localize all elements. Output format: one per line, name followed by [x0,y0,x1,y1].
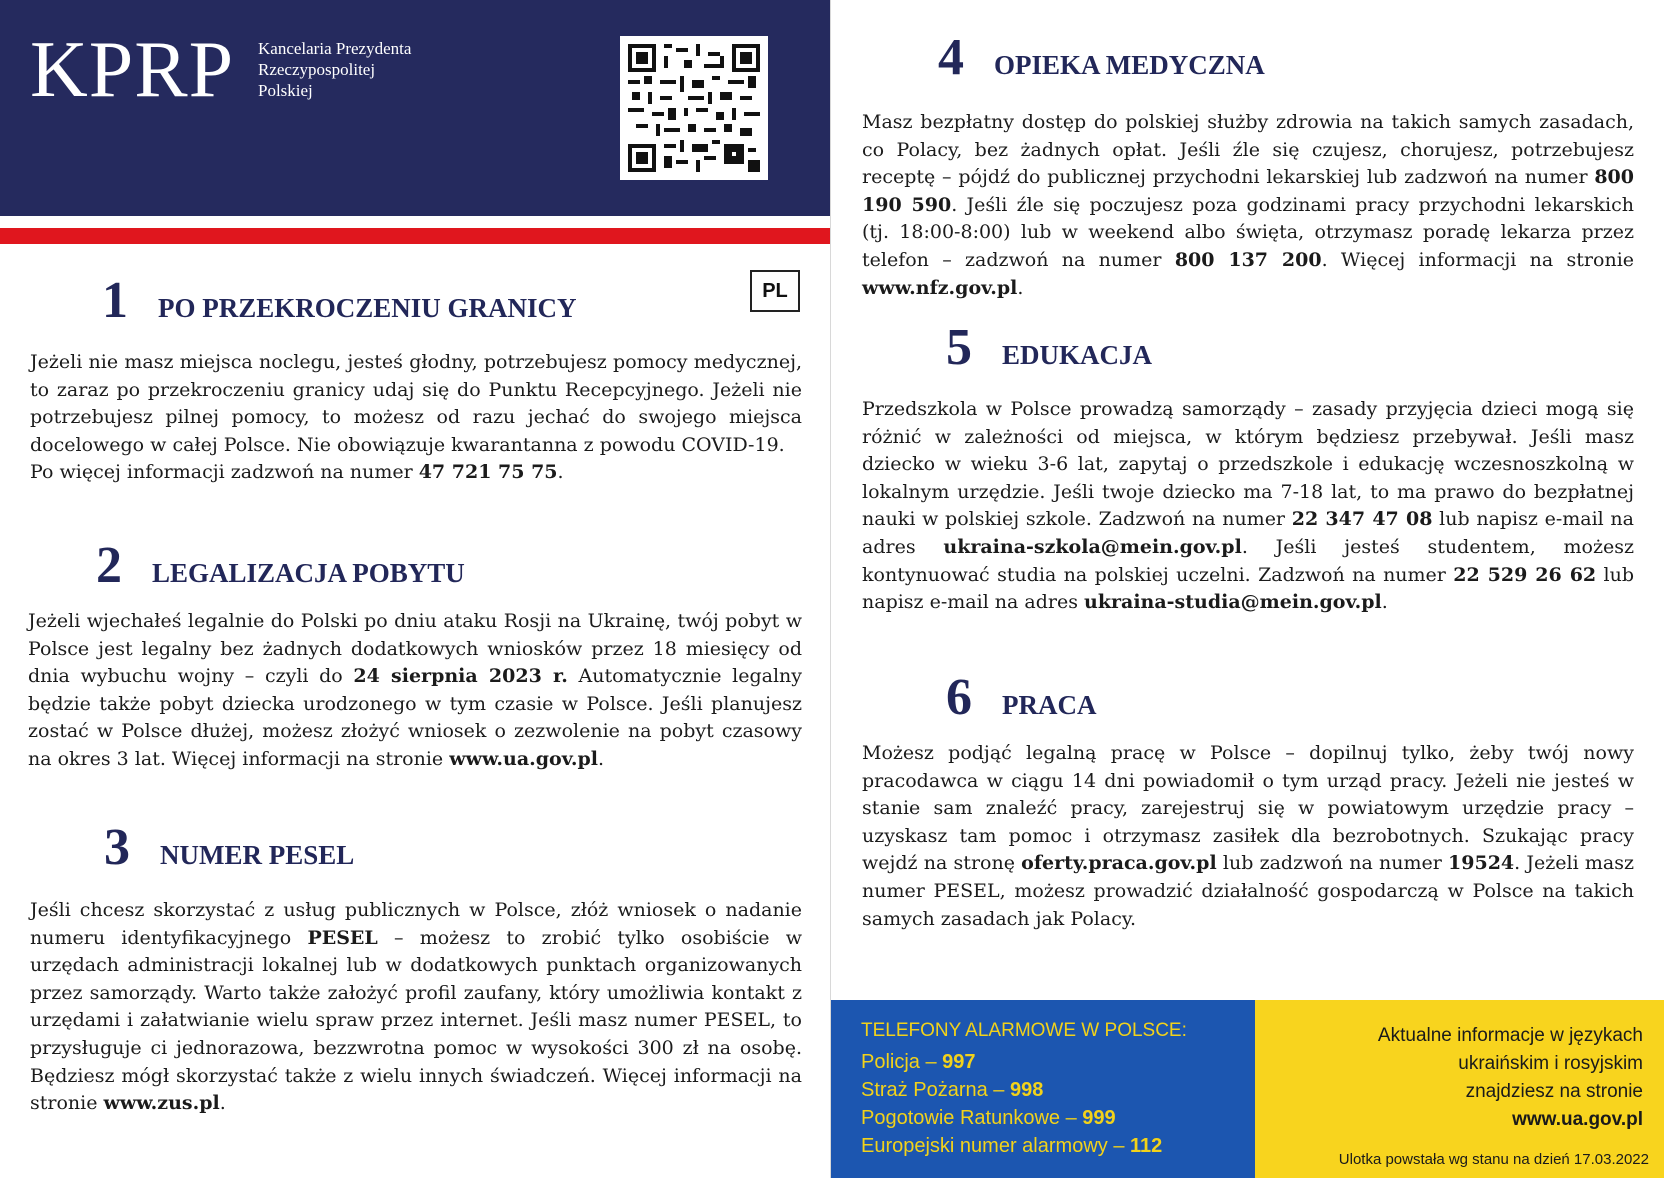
section-3-heading [104,819,355,876]
phone-number: 47 721 75 75 [418,461,558,484]
section-1-number: 1 [102,272,128,329]
org-name-line3: Polskiej [258,81,313,100]
website-link[interactable]: oferty.praca.gov.pl [1021,852,1217,875]
org-name-line1: Kancelaria Prezydenta [258,39,412,58]
section-4-text: . Więcej informacji na stronie [1321,248,1635,271]
info-line: znajdziesz na stronie [1465,1081,1643,1102]
section-4-text: Masz bezpłatny dostęp do polskiej służby zdrowia na takich samych zasadach, co Polacy, bez żadnych opłat. Jeśli źle się czujesz, chorujesz, potrzebujesz receptę – pójdź do publicznej przychodni lekarskiej lub zadzwoń na numer [862,111,1634,189]
emergency-row-police [861,1048,1255,1076]
emergency-number: 112 [1130,1135,1163,1157]
section-1-text: . [557,461,564,484]
section-5-text: lub napisz e-mail na adres [862,563,1635,614]
org-name-line2: Rzeczypospolitej [258,60,376,79]
section-5-text: lub napisz e-mail na adres [862,508,1634,558]
section-6-text: . Jeżeli masz numer PESEL, możesz prowadzić działalność gospodarczą w Polsce na takich samych zasadach jak Polacy. [862,852,1634,930]
section-3-body [30,897,802,1118]
phone-number: 800 137 200 [1174,248,1322,271]
emergency-numbers-box [831,1000,1255,1178]
emergency-number: 998 [1009,1079,1044,1101]
section-2-number: 2 [96,537,122,594]
emergency-row-ambulance [861,1104,1255,1132]
phone-number: 22 347 47 08 [1291,508,1433,531]
email-link[interactable]: ukraina-studia@mein.gov.pl [1084,591,1382,614]
phone-number: 19524 [1448,852,1515,875]
section-3-text: – możesz to zrobić tylko osobiście w urzędach administracji lokalnej lub w dodatkowych punktach organizowanych przez samorządy. Warto także założyć profil zaufany, który umożliwia kontakt z urzędami i załatwianie wielu spraw przez internet. Jeśli masz numer PESEL, to przysługuje ci jednorazowa, bezzwrotna pomoc w wysokości 300 zł na osobę. Będziesz mógł skorzystać także z wielu innych świadczeń. Więcej informacji na stronie [30,926,802,1115]
language-badge: PL [750,270,800,312]
section-6-body [862,740,1634,933]
website-link[interactable]: www.nfz.gov.pl [862,276,1018,299]
pesel-term: PESEL [307,926,378,949]
leaflet-date-footer: Ulotka powstała wg stanu na dzień 17.03.2022 [1338,1151,1649,1168]
section-2-body [28,608,802,774]
section-4-text: . Jeśli źle się poczujesz poza godzinami pracy przychodni lekarskich (tj. 18:00-8:00) lub w weekend albo święta, otrzymasz poradę lekarza przez telefon – zadzwoń na numer [862,193,1634,271]
deadline-date: 24 sierpnia 2023 r. [353,665,568,688]
section-5-number: 5 [946,319,972,376]
section-6-title: PRACA [1002,690,1097,720]
section-2-text: Jeżeli wjechałeś legalnie do Polski po dniu ataku Rosji na Ukrainę, twój pobyt w Polsce jest legalny bez żadnych dodatkowych wniosków przez 18 miesięcy od dnia wybuchu wojny – czyli do [28,610,802,688]
info-line: ukraińskim i rosyjskim [1458,1053,1643,1074]
section-5-title: EDUKACJA [1002,340,1153,370]
section-4-body [862,109,1634,302]
section-3-number: 3 [104,819,130,876]
section-6-number: 6 [946,669,972,726]
website-link[interactable]: www.ua.gov.pl [449,747,598,770]
section-4-heading [938,29,1265,86]
emergency-row-fire [861,1076,1255,1104]
section-5-text: . Jeśli jesteś studentem, możesz kontynuować studia na polskiej uczelni. Zadzwoń na numer [862,535,1635,586]
emergency-label: Straż Pożarna – [861,1079,1010,1101]
section-1-title: PO PRZEKROCZENIU GRANICY [158,293,577,323]
section-2-title: LEGALIZACJA POBYTU [152,558,465,588]
section-2-text: . [597,747,604,770]
section-4-title: OPIEKA MEDYCZNA [994,50,1265,80]
section-3-text: Jeśli chcesz skorzystać z usług publicznych w Polsce, złóż wniosek o nadanie numeru identyfikacyjnego [30,899,802,949]
section-3-text: . [219,1092,226,1115]
info-website-link[interactable]: www.ua.gov.pl [1512,1109,1643,1130]
section-5-heading [946,319,1153,376]
section-1-heading [102,272,577,329]
qr-code-icon[interactable] [620,36,768,180]
section-2-heading [96,537,465,594]
section-2-text: Automatycznie legalny będzie także pobyt dziecka urodzonego w tym czasie w Polsce. Jeśli planujesz zostać w Polsce dłużej, możesz złożyć wniosek o zezwolenie na pobyt czasowy na okres 3 lat. Więcej informacji na stronie [28,665,802,770]
section-4-text: . [1017,276,1024,299]
flag-stripe-red [0,228,830,244]
org-name [258,38,411,101]
email-link[interactable]: ukraina-szkola@mein.gov.pl [943,535,1242,558]
section-4-number: 4 [938,29,964,86]
section-1-body [30,349,802,487]
emergency-row-european [861,1132,1255,1160]
emergency-number: 999 [1082,1107,1116,1129]
flag-stripe-white [0,216,830,228]
phone-number: 800 190 590 [862,166,1634,216]
emergency-label: Pogotowie Ratunkowe – [861,1107,1083,1129]
info-box [1255,1000,1664,1178]
emergency-label: Policja – [861,1051,943,1073]
left-column [0,0,830,1178]
emergency-number: 997 [942,1051,976,1073]
phone-number: 22 529 26 62 [1453,563,1597,586]
section-6-text: Możesz podjąć legalną pracę w Polsce – dopilnuj tylko, żeby twój nowy pracodawca w ciągu 14 dni powiadomił o tym urząd pracy. Jeżeli nie jesteś w stanie sam znaleźć pracy, zarejestruj się w powiatowym urzędzie pracy – uzyskasz tam pomoc i otrzymasz zasiłek dla bezrobotnych. Szukając pracy wejdź na stronę [862,742,1634,875]
section-1-text: Jeżeli nie masz miejsca noclegu, jesteś głodny, potrzebujesz pomocy medycznej, to zaraz po przekroczeniu granicy udaj się do Punktu Recepcyjnego. Jeżeli nie potrzebujesz pilnej pomocy, to możesz od razu jechać do swojego miejsca docelowego w całej Polsce. Nie obowiązuje kwarantanna z powodu COVID-19. [30,351,802,456]
header-banner [0,0,830,216]
section-6-text: lub zadzwoń na numer [1216,852,1449,875]
emergency-header: TELEFONY ALARMOWE W POLSCE: [861,1020,1187,1041]
kprp-logo: KPRP [30,26,235,114]
section-5-text: Przedszkola w Polsce prowadzą samorządy – zasady przyjęcia dzieci mogą się różnić w zależności od miejsca, w którym będziesz przebywał. Jeśli masz dziecko w wieku 3-6 lat, zapytaj o przedszkole i edukację wczesnoszkolną w lokalnym urzędzie. Jeśli twoje dziecko ma 7-18 lat, to ma prawo do bezpłatnej nauki w polskiej szkole. Zadzwoń na numer [862,398,1634,531]
section-6-heading [946,669,1097,726]
section-5-body [862,396,1634,617]
emergency-label: Europejski numer alarmowy – [861,1135,1130,1157]
section-5-text: . [1381,591,1388,614]
website-link[interactable]: www.zus.pl [103,1092,220,1115]
info-text [1283,1022,1643,1134]
right-column [830,0,1664,1178]
section-3-title: NUMER PESEL [160,840,355,870]
section-1-text: Po więcej informacji zadzwoń na numer [30,461,419,484]
info-line: Aktualne informacje w językach [1377,1025,1643,1046]
